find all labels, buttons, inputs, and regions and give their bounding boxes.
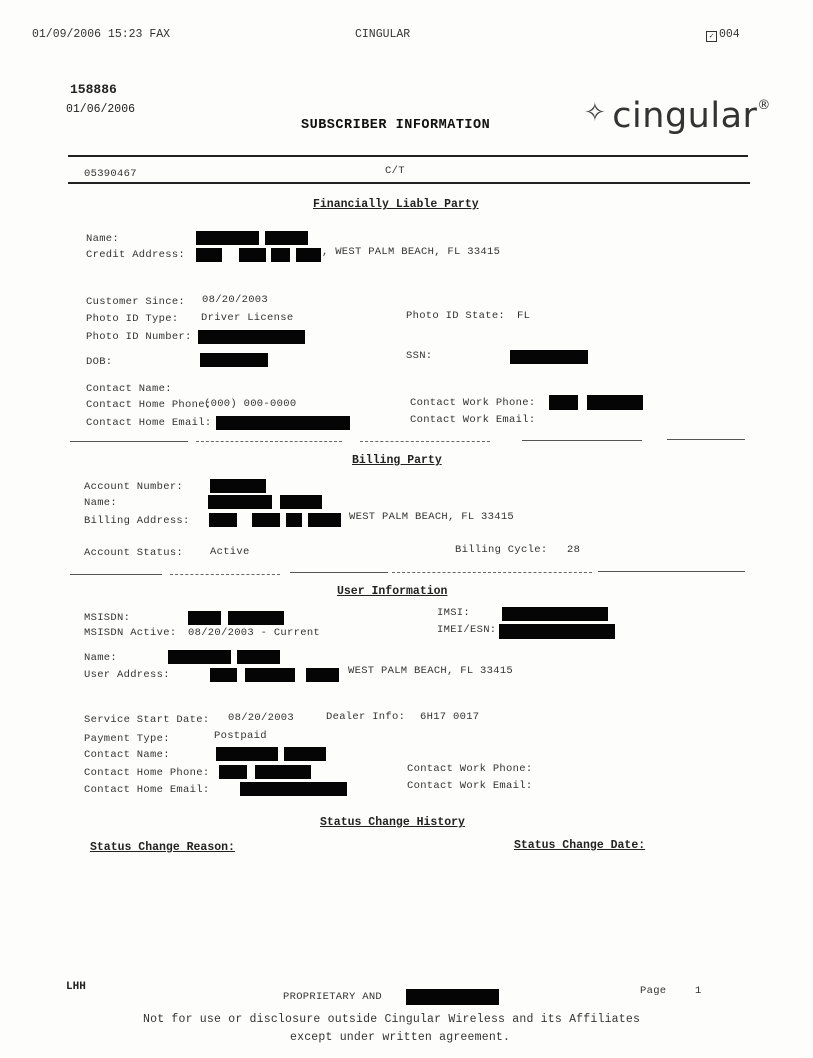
footer-disclaimer-line2: except under written agreement. [290, 1031, 511, 1044]
status-change-reason-label: Status Change Reason: [90, 841, 235, 854]
redaction-box [280, 495, 322, 509]
bp-name-label: Name: [84, 497, 118, 509]
flp-photo-id-number-label: Photo ID Number: [86, 331, 192, 343]
ui-service-start-value: 08/20/2003 [228, 712, 295, 724]
redaction-box [240, 782, 347, 796]
bp-billing-cycle-value: 28 [567, 544, 581, 556]
fax-company: CINGULAR [355, 28, 411, 41]
ui-dealer-info-value: 6H17 0017 [420, 711, 480, 723]
footer-page-number: 1 [695, 985, 702, 997]
redaction-box [245, 668, 295, 682]
bp-billing-cycle-label: Billing Cycle: [455, 544, 548, 556]
redaction-box [200, 353, 268, 367]
redaction-box [255, 765, 311, 779]
ui-msisdn-label: MSISDN: [84, 612, 131, 624]
ui-contact-home-email-label: Contact Home Email: [84, 784, 210, 796]
redaction-box [286, 513, 302, 527]
flp-ssn-label: SSN: [406, 350, 433, 362]
fax-page-number: ✓ 004 [706, 28, 740, 42]
flp-credit-address-city: , WEST PALM BEACH, FL 33415 [322, 246, 501, 258]
ct-label: C/T [385, 165, 405, 177]
bp-account-status-label: Account Status: [84, 547, 184, 559]
redaction-box [308, 513, 341, 527]
flp-photo-id-state-value: FL [517, 310, 531, 322]
ui-msisdn-active-label: MSISDN Active: [84, 627, 177, 639]
redaction-box [549, 395, 578, 410]
divider [667, 439, 745, 440]
divider [170, 574, 280, 575]
ui-name-label: Name: [84, 652, 118, 664]
ui-dealer-info-label: Dealer Info: [326, 711, 406, 723]
flp-photo-id-type-label: Photo ID Type: [86, 313, 179, 325]
flp-dob-label: DOB: [86, 356, 113, 368]
flp-credit-address-label: Credit Address: [86, 249, 186, 261]
flp-contact-work-phone-label: Contact Work Phone: [410, 397, 536, 409]
redaction-box [210, 668, 237, 682]
fax-icon: ✓ [706, 31, 717, 42]
footer-page-label: Page [640, 985, 667, 997]
financially-liable-title: Financially Liable Party [313, 198, 479, 211]
divider [392, 572, 592, 573]
divider [522, 440, 642, 441]
ui-service-start-label: Service Start Date: [84, 714, 210, 726]
divider [360, 441, 490, 442]
billing-party-title: Billing Party [352, 454, 442, 467]
divider [598, 571, 745, 572]
redaction-box [216, 747, 278, 761]
flp-customer-since-value: 08/20/2003 [202, 294, 269, 306]
flp-contact-home-email-label: Contact Home Email: [86, 417, 212, 429]
redaction-box [284, 747, 326, 761]
ui-msisdn-active-value: 08/20/2003 - Current [188, 627, 321, 639]
divider [196, 441, 342, 442]
status-change-date-label: Status Change Date: [514, 839, 646, 852]
redaction-box [296, 248, 321, 262]
flp-name-label: Name: [86, 233, 120, 245]
flp-contact-name-label: Contact Name: [86, 383, 172, 395]
ui-contact-home-phone-label: Contact Home Phone: [84, 767, 210, 779]
ui-user-address-city: WEST PALM BEACH, FL 33415 [348, 665, 514, 677]
divider [70, 441, 188, 442]
ui-user-address-label: User Address: [84, 669, 170, 681]
redaction-box [219, 765, 247, 779]
footer-disclaimer-line1: Not for use or disclosure outside Cingular Wireless and its Affiliates [143, 1013, 641, 1026]
flp-photo-id-type-value: Driver License [201, 312, 294, 324]
redaction-box [406, 989, 499, 1005]
redaction-box [265, 231, 308, 245]
flp-contact-work-email-label: Contact Work Email: [410, 414, 536, 426]
redaction-box [196, 231, 259, 245]
header-rule-top [68, 155, 748, 157]
document-title: SUBSCRIBER INFORMATION [301, 118, 491, 133]
ui-contact-name-label: Contact Name: [84, 749, 170, 761]
divider [290, 572, 388, 573]
ui-contact-work-email-label: Contact Work Email: [407, 780, 533, 792]
header-rule-bottom [68, 182, 750, 184]
ui-imsi-label: IMSI: [437, 607, 471, 619]
status-history-title: Status Change History [320, 816, 465, 829]
redaction-box [252, 513, 280, 527]
document-number: 05390467 [84, 168, 137, 180]
redaction-box [198, 330, 305, 344]
fax-datetime: 01/09/2006 15:23 FAX [32, 28, 171, 41]
redaction-box [196, 248, 222, 262]
redaction-box [228, 611, 284, 625]
flp-contact-home-phone-value: (000) 000-0000 [204, 398, 297, 410]
bp-billing-address-label: Billing Address: [84, 515, 190, 527]
ui-imei-label: IMEI/ESN: [437, 624, 497, 636]
redaction-box [210, 479, 266, 493]
redaction-box [306, 668, 339, 682]
footer-initials: LHH [66, 981, 86, 993]
user-information-title: User Information [337, 585, 448, 598]
ui-payment-type-label: Payment Type: [84, 733, 170, 745]
bp-billing-address-city: WEST PALM BEACH, FL 33415 [349, 511, 515, 523]
cingular-x-icon: ✧ [584, 98, 607, 128]
redaction-box [271, 248, 290, 262]
ui-contact-work-phone-label: Contact Work Phone: [407, 763, 533, 775]
bp-account-status-value: Active [210, 546, 250, 558]
redaction-box [209, 513, 237, 527]
flp-photo-id-state-label: Photo ID State: [406, 310, 506, 322]
doc-id: 158886 [70, 82, 117, 97]
redaction-box [188, 611, 221, 625]
flp-customer-since-label: Customer Since: [86, 296, 186, 308]
redaction-box [239, 248, 266, 262]
footer-proprietary: PROPRIETARY AND [283, 991, 383, 1003]
redaction-box [499, 624, 615, 639]
redaction-box [168, 650, 231, 664]
redaction-box [237, 650, 280, 664]
redaction-box [208, 495, 272, 509]
ui-payment-type-value: Postpaid [214, 730, 267, 742]
divider [70, 574, 162, 575]
flp-contact-home-phone-label: Contact Home Phone: [86, 399, 212, 411]
redaction-box [587, 395, 643, 410]
redaction-box [510, 350, 588, 364]
redaction-box [502, 607, 608, 621]
bp-account-number-label: Account Number: [84, 481, 184, 493]
redaction-box [216, 416, 350, 430]
cingular-logo: ✧ cingular® [584, 96, 771, 136]
doc-date: 01/06/2006 [66, 103, 136, 116]
